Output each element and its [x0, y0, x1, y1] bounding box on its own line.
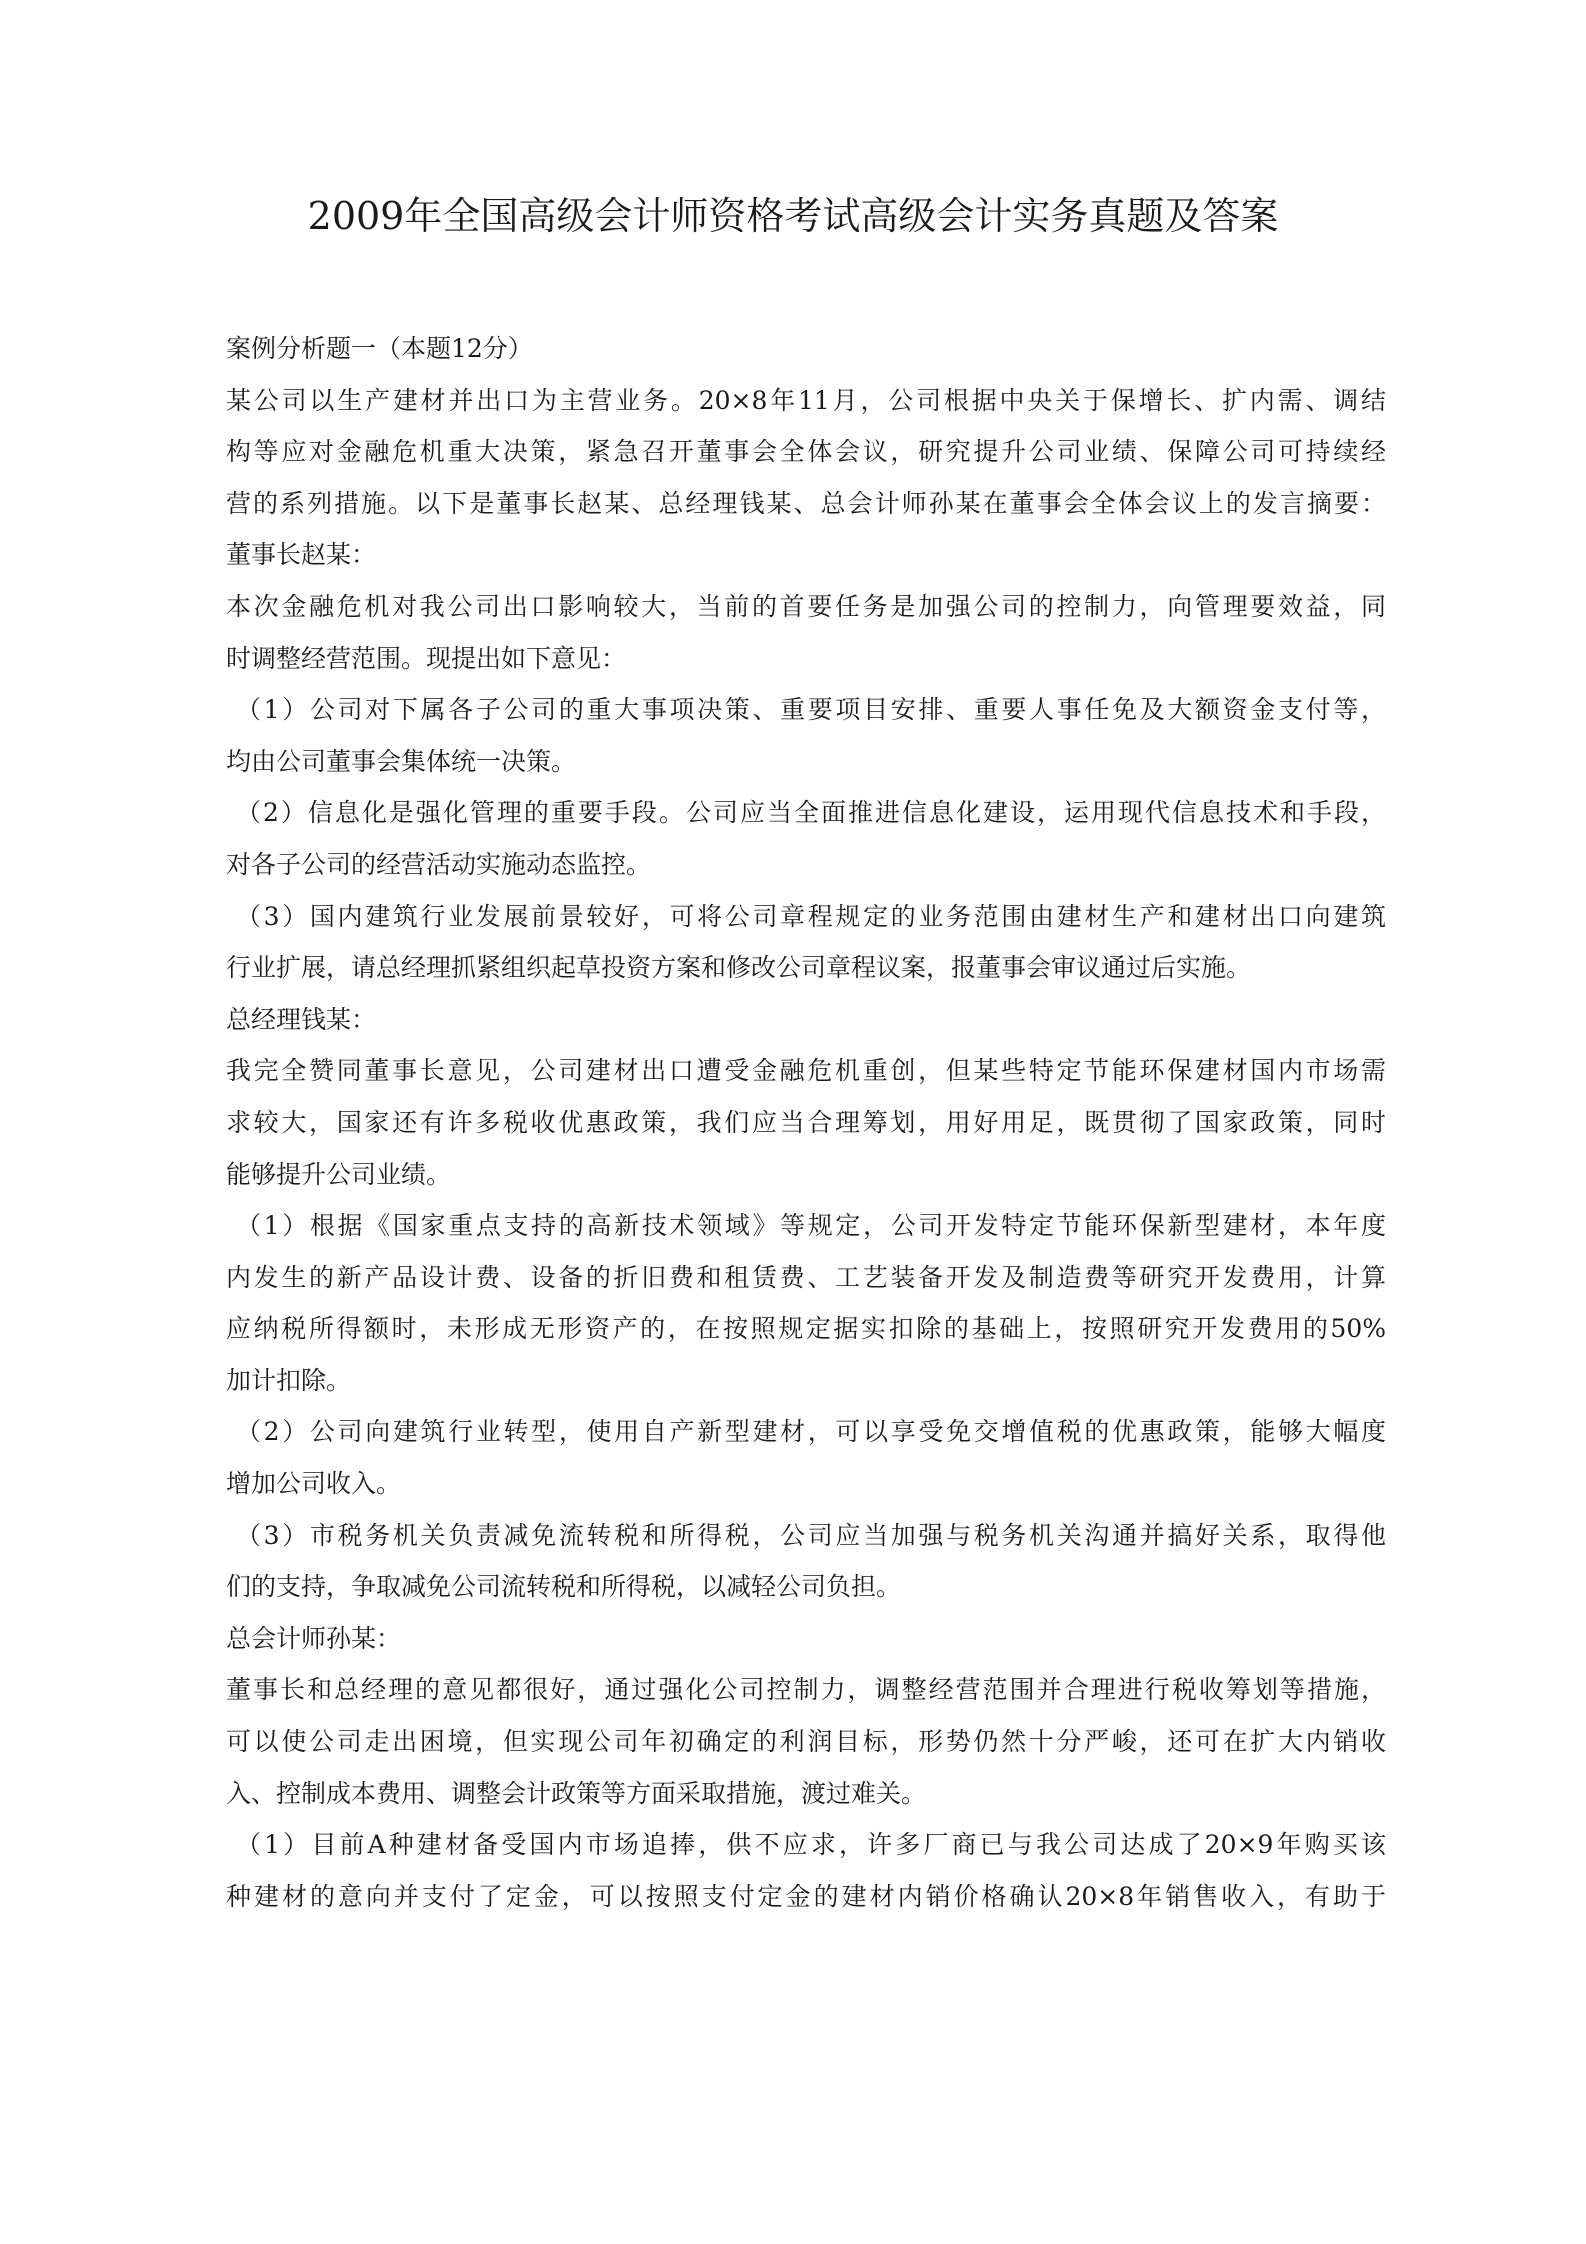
text-line: 对各子公司的经营活动实施动态监控。 [226, 849, 652, 879]
text-line: 总经理钱某： [226, 1004, 377, 1034]
text-line: 董事长和总经理的意见都很好，通过强化公司控制力，调整经营范围并合理进行税收筹划等措施， [226, 1675, 1386, 1705]
text-line: 加计扣除。 [226, 1365, 352, 1395]
text-line: 时调整经营范围。现提出如下意见： [226, 643, 627, 673]
text-line: 种建材的意向并支付了定金，可以按照支付定金的建材内销价格确认20×8年销售收入，有助于 [226, 1881, 1386, 1911]
text-line: 行业扩展，请总经理抓紧组织起草投资方案和修改公司章程议案，报董事会审议通过后实施。 [226, 953, 1252, 983]
text-line: 能够提升公司业绩。 [226, 1159, 452, 1189]
text-line: 营的系列措施。以下是董事长赵某、总经理钱某、总会计师孙某在董事会全体会议上的发言摘要： [226, 488, 1386, 518]
text-line: （2）公司向建筑行业转型，使用自产新型建材，可以享受免交增值税的优惠政策，能够大幅度 [236, 1417, 1386, 1447]
text-line: 应纳税所得额时，未形成无形资产的，在按照规定据实扣除的基础上，按照研究开发费用的50% [226, 1314, 1386, 1344]
text-line: 内发生的新产品设计费、设备的折旧费和租赁费、工艺装备开发及制造费等研究开发费用，计算 [226, 1262, 1386, 1292]
text-line: 我完全赞同董事长意见，公司建材出口遭受金融危机重创，但某些特定节能环保建材国内市场需 [226, 1056, 1386, 1086]
text-line: 求较大，国家还有许多税收优惠政策，我们应当合理筹划，用好用足，既贯彻了国家政策，同时 [226, 1107, 1386, 1137]
text-line: （3）市税务机关负责减免流转税和所得税，公司应当加强与税务机关沟通并搞好关系，取得他 [236, 1520, 1386, 1550]
text-line: 入、控制成本费用、调整会计政策等方面采取措施，渡过难关。 [226, 1778, 927, 1808]
text-line: 们的支持，争取减免公司流转税和所得税，以减轻公司负担。 [226, 1572, 902, 1602]
text-line: 总会计师孙某： [226, 1623, 402, 1653]
text-line: （1）目前A种建材备受国内市场追捧，供不应求，许多厂商已与我公司达成了20×9年购买该 [236, 1830, 1386, 1860]
text-line: 均由公司董事会集体统一决策。 [226, 746, 577, 776]
text-line: 增加公司收入。 [226, 1469, 402, 1499]
text-line: （3）国内建筑行业发展前景较好，可将公司章程规定的业务范围由建材生产和建材出口向建筑 [236, 901, 1386, 931]
text-line: （1）公司对下属各子公司的重大事项决策、重要项目安排、重要人事任免及大额资金支付等， [236, 695, 1386, 725]
text-line: 本次金融危机对我公司出口影响较大，当前的首要任务是加强公司的控制力，向管理要效益，同 [226, 591, 1386, 621]
document-title: 2009年全国高级会计师资格考试高级会计实务真题及答案 [307, 194, 1279, 238]
text-line: 构等应对金融危机重大决策，紧急召开董事会全体会议，研究提升公司业绩、保障公司可持续经 [226, 437, 1386, 467]
text-line: （1）根据《国家重点支持的高新技术领域》等规定，公司开发特定节能环保新型建材，本年度 [236, 1211, 1386, 1241]
document-body [226, 323, 1386, 1922]
text-line: 某公司以生产建材并出口为主营业务。20×8年11月，公司根据中央关于保增长、扩内需、调结 [226, 385, 1386, 415]
text-line: 案例分析题一（本题12分） [226, 334, 533, 363]
text-line: 可以使公司走出困境，但实现公司年初确定的利润目标，形势仍然十分严峻，还可在扩大内销收 [226, 1727, 1386, 1757]
text-line: （2）信息化是强化管理的重要手段。公司应当全面推进信息化建设，运用现代信息技术和手段， [236, 798, 1386, 828]
text-line: 董事长赵某： [226, 540, 377, 570]
